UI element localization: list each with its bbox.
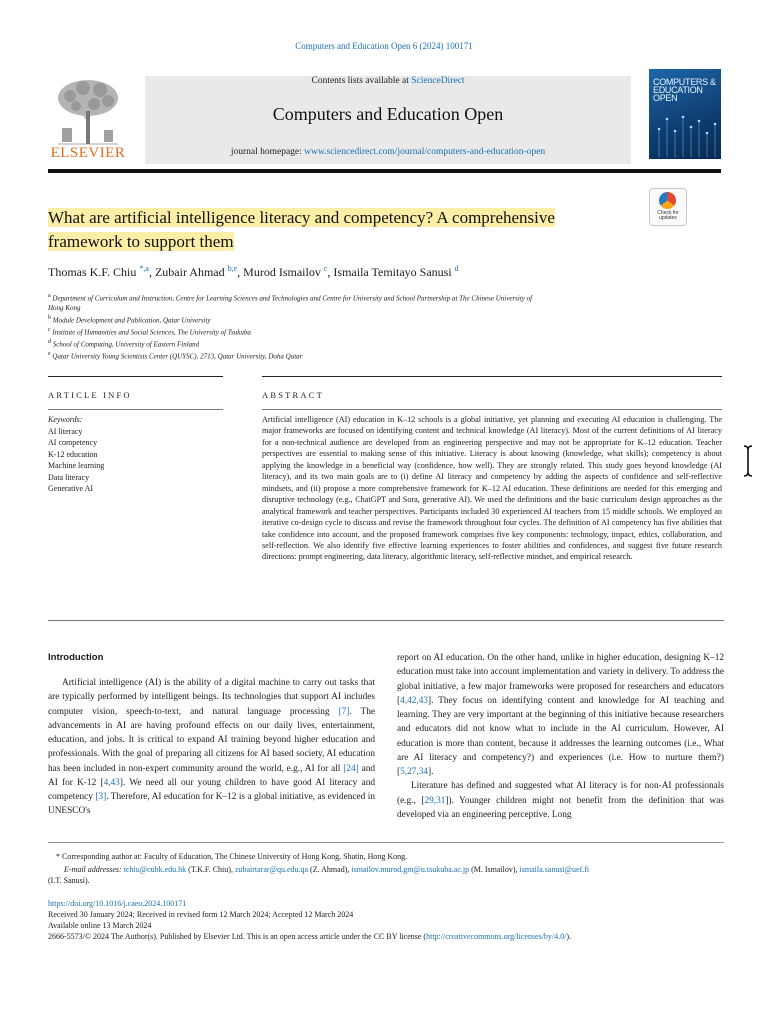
affiliation-item (48, 304, 638, 314)
author-name[interactable]: Zubair Ahmad (154, 265, 225, 279)
keyword-item: AI competency (48, 438, 98, 447)
doi-text[interactable]: https://doi.org/10.1016/j.caeo.2024.100171 (48, 899, 187, 908)
journal-homepage-line (145, 147, 631, 157)
cover-title: COMPUTERS & EDUCATION OPEN (653, 77, 716, 103)
homepage-prefix: journal homepage: (230, 147, 305, 157)
keyword-item: Data literacy (48, 472, 90, 482)
check-updates-icon (659, 192, 676, 209)
author-affiliation-sup[interactable]: b,e (227, 264, 238, 273)
header-rule (48, 169, 721, 173)
article-info-heading: ARTICLE INFO (48, 390, 132, 400)
keyword-item: Generative AI (48, 484, 94, 493)
citation-link[interactable]: 5,27,34 (400, 767, 428, 777)
article-info-top-rule (48, 376, 223, 377)
body-text: and AI for K-12 [ (48, 763, 375, 788)
body-paragraph (397, 779, 724, 822)
contents-available-line (145, 76, 631, 86)
affiliation-list (48, 292, 638, 362)
journal-homepage-link[interactable]: www.sciencedirect.com/journal/computers-and-education-open (304, 147, 546, 157)
body-text: . Therefore, AI education for K–12 is a global initiative, as evidenced in UNESCO's (48, 792, 375, 817)
body-text: report on AI education. On the other hand, unlike in higher education, designing K–12 education must take into account implementation and variety in delivery. To address the global initiative, a few major frameworks were proposed for researchers and educators [ (397, 653, 724, 706)
email-owner: (T.K.F. Chiu), (186, 865, 235, 874)
email-link[interactable]: ismailov.murod.gm@u.tsukuba.ac.jp (351, 865, 470, 874)
affiliation-sup: e (48, 351, 51, 358)
abstract-top-rule (262, 376, 722, 377)
keyword-item: K-12 education (48, 449, 98, 459)
citation-link[interactable]: [7] (338, 706, 350, 717)
body-text: ]. We need all our young children to have good AI literacy and competency (48, 777, 375, 802)
abstract-sub-rule (262, 409, 722, 410)
citation-link[interactable]: 4,43 (103, 777, 120, 788)
affiliation-text: Qatar University Young Scientists Center (QUYSC), 2713, Qatar University, Doha Qatar (52, 352, 303, 361)
body-text: Artificial intelligence (AI) is the ability of a digital machine to carry out tasks that are typically performed by intelligent beings. Its technologies that support AI includes computer vision, speech-to-text, and natural language processing (48, 678, 375, 717)
elsevier-logo[interactable] (48, 76, 128, 162)
intro-left-column (48, 676, 375, 819)
affiliation-item (48, 326, 638, 338)
keywords-label: Keywords: (48, 415, 83, 424)
received-dates: Received 30 January 2024; Received in revised form 12 March 2024; Accepted 12 March 2024 (48, 910, 354, 919)
author-affiliation-sup[interactable]: c (323, 264, 328, 273)
citation-link[interactable]: [3] (95, 792, 107, 802)
body-text: ]). Younger children might not benefit from the definition that was developed via an engineering perceptive. Long (397, 795, 724, 820)
affiliation-item (48, 292, 638, 304)
article-title-line-1: What are artificial intelligence literacy and competency? A comprehensive (48, 208, 555, 227)
elsevier-tree-icon (48, 76, 128, 146)
author-name[interactable]: Murod Ismailov (243, 265, 321, 279)
contents-prefix: Contents lists available at (311, 76, 412, 86)
body-text: ]. They focus on identifying content and knowledge for AI teaching and learning. They are very important at the beginning of this initiative because researchers and educators did not know what to include in the AI curriculum. However, AI education is more than content, because it addresses the learning outcomes (i.e., What are AI literacy and competency?) and experiences (i.e. How to nurture them?) [ (397, 695, 724, 777)
corresponding-author-note: * Corresponding author at: Faculty of Education, The Chinese University of Hong Kong, Shatin, Hong Kong. (56, 852, 408, 861)
citation-link[interactable]: 4,42,43 (400, 695, 428, 706)
text-cursor-icon (741, 444, 755, 478)
email-owner: (Z. Ahmad), (308, 865, 352, 874)
email-owner: (M. Ismailov), (469, 865, 520, 874)
article-title-line-2: framework to support them (48, 232, 234, 251)
license-prefix: 2666-5573/© 2024 The Author(s). Published by Elsevier Ltd. This is an open access article under the CC BY license ( (48, 932, 427, 941)
introduction-heading: Introduction (48, 652, 104, 663)
keyword-item: AI literacy (48, 426, 83, 436)
check-updates-label: Check for updates (657, 210, 679, 221)
affiliation-text: School of Computing, University of Eastern Finland (52, 340, 200, 349)
citation-link[interactable]: 29,31 (424, 795, 446, 806)
affiliation-text: Institute of Humanities and Social Sciences, The University of Tsukuba (52, 328, 251, 337)
email-label: E-mail addresses: (64, 865, 124, 874)
affiliation-item (48, 338, 638, 350)
article-info-sub-rule (48, 409, 223, 410)
affiliation-sup: d (48, 339, 51, 346)
license-link[interactable]: http://creativecommons.org/licenses/by/4.0/ (426, 932, 567, 941)
body-text: ]. (428, 767, 434, 777)
email-link[interactable]: ismaila.sanusi@uef.fi (519, 865, 590, 874)
email-link[interactable]: zubairtarar@qu.edu.qa (234, 865, 309, 874)
author-name[interactable]: Thomas K.F. Chiu (48, 265, 137, 279)
author-affiliation-sup[interactable]: d (454, 264, 459, 273)
affiliation-item (48, 350, 638, 362)
affiliation-text: Module Development and Publication, Qatar University (52, 316, 211, 325)
keywords-block (48, 414, 223, 495)
body-text: . The advancements in AI are having profound effects on our daily lives, entertainment, education, and jobs. It is critical to expand AI training beyond higher education and professionals. With the goal of preparing all citizens for AI based society, AI education has been included in non-expert community around the world, e.g., AI for all (48, 706, 375, 774)
author-name[interactable]: Ismaila Temitayo Sanusi (333, 265, 452, 279)
abstract-bottom-rule (48, 620, 724, 621)
author-affiliation-sup[interactable]: *,a (139, 264, 149, 273)
email-link[interactable]: tchiu@cuhk.edu.hk (123, 865, 187, 874)
keyword-item: Machine learning (48, 461, 105, 470)
journal-cover-image[interactable] (649, 69, 721, 159)
publisher-logo-text: ELSEVIER (50, 145, 126, 161)
affiliation-sup: c (48, 327, 51, 334)
license-line (48, 931, 724, 942)
journal-reference-link[interactable]: Computers and Education Open 6 (2024) 100171 (295, 41, 473, 51)
journal-header-band (145, 76, 631, 164)
body-text: Literature has defined and suggested what AI literacy is for non-AI professionals (e.g., [ (397, 781, 724, 806)
footnote-rule (48, 842, 724, 843)
author-list: Thomas K.F. Chiu $^{*,a}$, Zubair Ahmad $^{b,e}$, Murod Ismailov $^c$, Ismaila Temitayo Sanusi $^d$ (48, 264, 459, 279)
citation-link[interactable]: [24] (343, 763, 359, 774)
abstract-text: Artificial intelligence (AI) education in K–12 schools is a global initiative, yet planning and executing AI education is challenging. The major frameworks are focused on identifying content and technical knowledge (AI literacy). Most of the current definitions of AI literacy for a non-technical audience are developed from an engineering perspective and may not be appropriate for K–12 education. Teacher perspectives are essential to making sense of this initiative. Literacy is about knowing (knowledge, what skills); competency is about applying the knowledge in a beneficial way (confidence, how well). They are strongly related. This study goes beyond knowledge (AI literacy), and its two main goals are to (i) define AI literacy and competency by adding the aspects of confidence and self-reflective mindsets, and (ii) propose a more comprehensive framework for K–12 AI education. These definitions are needed for this emerging and disruptive technology (e.g., ChatGPT and Sora, generative AI). We used the definitions and the basic curriculum design approaches as the analytical framework and teacher perspectives. Participants included 30 experienced AI teachers from 15 middle schools. We employed an iterative co-design cycle to discuss and revise the framework throughout four cycles. The definition of AI competency has five abilities that take confidence into account, and the proposed framework comprises five key components: technology, impact, ethics, collaboration, and self-reflection. We also identify five effective learning experiences to foster abilities and confidences, and suggest five future research directions: prompt engineering, data literacy, algorithmic literacy, self-reflective mindset, and empirical research. (262, 415, 722, 562)
check-for-updates-button[interactable] (649, 188, 687, 226)
article-title (48, 206, 648, 254)
affiliation-item (48, 314, 638, 326)
email-tail: (I.T. Sanusi). (48, 876, 90, 885)
intro-right-column (397, 651, 724, 822)
affiliation-sup: b (48, 314, 51, 321)
abstract-heading: ABSTRACT (262, 390, 324, 400)
body-paragraph (397, 651, 724, 779)
affiliation-text: Department of Curriculum and Instruction, Centre for Learning Sciences and Technologies and Centre for University and School Partnership at The Chinese University of (52, 294, 533, 303)
available-online-date: Available online 13 March 2024 (48, 921, 152, 930)
email-footnote (48, 864, 724, 886)
license-suffix: ). (566, 932, 572, 941)
journal-title: Computers and Education Open (272, 104, 504, 124)
doi-link[interactable] (48, 898, 724, 909)
sciencedirect-link[interactable]: ScienceDirect (411, 76, 465, 86)
affiliation-sup: a (48, 293, 51, 299)
affiliation-text: Hong Kong (48, 304, 81, 313)
